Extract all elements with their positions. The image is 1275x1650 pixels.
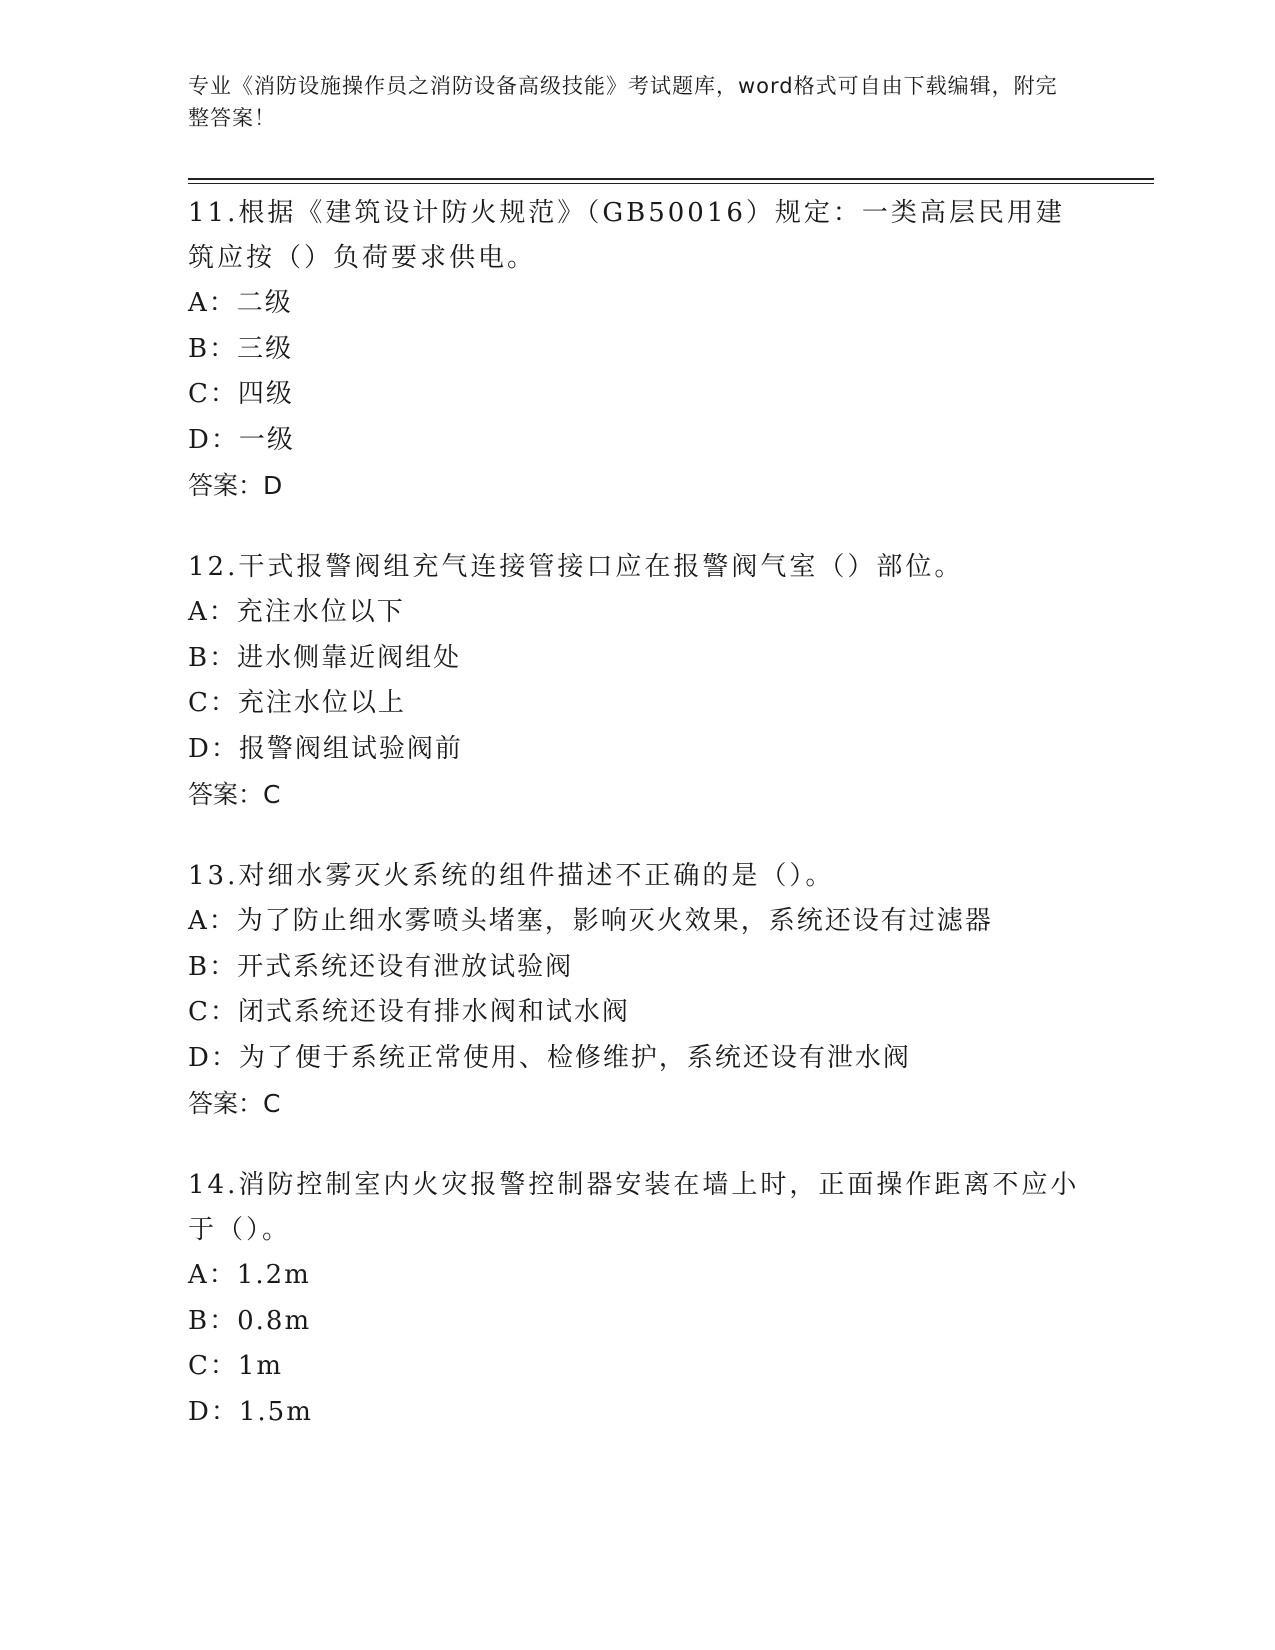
option-d: D：一级 bbox=[188, 424, 295, 455]
question-12 bbox=[188, 545, 1088, 817]
option-c: C：充注水位以上 bbox=[188, 688, 406, 718]
question-text: 12.干式报警阀组充气连接管接口应在报警阀气室（）部位。 bbox=[188, 552, 964, 582]
header-divider bbox=[188, 178, 1154, 180]
option-b: B：0.8m bbox=[188, 1305, 312, 1336]
answer: 答案：C bbox=[188, 1089, 281, 1118]
question-text: 13.对细水雾灭火系统的组件描述不正确的是（）。 bbox=[188, 861, 835, 891]
question-text: 11.根据《建筑设计防火规范》（GB50016）规定：一类高层民用建筑应按（）负荷要求供电。 bbox=[188, 198, 1065, 273]
option-c: C：1m bbox=[188, 1351, 284, 1381]
option-b: B：开式系统还设有泄放试验阀 bbox=[188, 951, 574, 982]
question-13 bbox=[188, 854, 1088, 1126]
answer: 答案：C bbox=[188, 780, 281, 809]
option-d: D：报警阀组试验阀前 bbox=[188, 733, 463, 764]
option-a: A：为了防止细水雾喷头堵塞，影响灭火效果，系统还设有过滤器 bbox=[188, 906, 993, 936]
option-d: D：为了便于系统正常使用、检修维护，系统还设有泄水阀 bbox=[188, 1042, 911, 1073]
option-a: A：二级 bbox=[188, 288, 293, 318]
option-a: A：充注水位以下 bbox=[188, 597, 405, 627]
question-text: 14.消防控制室内火灾报警控制器安装在墙上时，正面操作距离不应小于（）。 bbox=[188, 1170, 1080, 1245]
option-c: C：闭式系统还设有排水阀和试水阀 bbox=[188, 997, 630, 1027]
question-14 bbox=[188, 1163, 1088, 1435]
question-list bbox=[188, 191, 1088, 1472]
option-d: D：1.5m bbox=[188, 1396, 313, 1427]
answer: 答案：D bbox=[188, 471, 283, 500]
option-c: C：四级 bbox=[188, 379, 294, 409]
document-header: 专业《消防设施操作员之消防设备高级技能》考试题库，word格式可自由下载编辑，附完整答案！ bbox=[188, 74, 1058, 130]
option-a: A：1.2m bbox=[188, 1260, 311, 1290]
question-11 bbox=[188, 191, 1088, 508]
option-b: B：进水侧靠近阀组处 bbox=[188, 642, 462, 673]
header-divider-thin bbox=[188, 183, 1154, 184]
option-b: B：三级 bbox=[188, 333, 294, 364]
